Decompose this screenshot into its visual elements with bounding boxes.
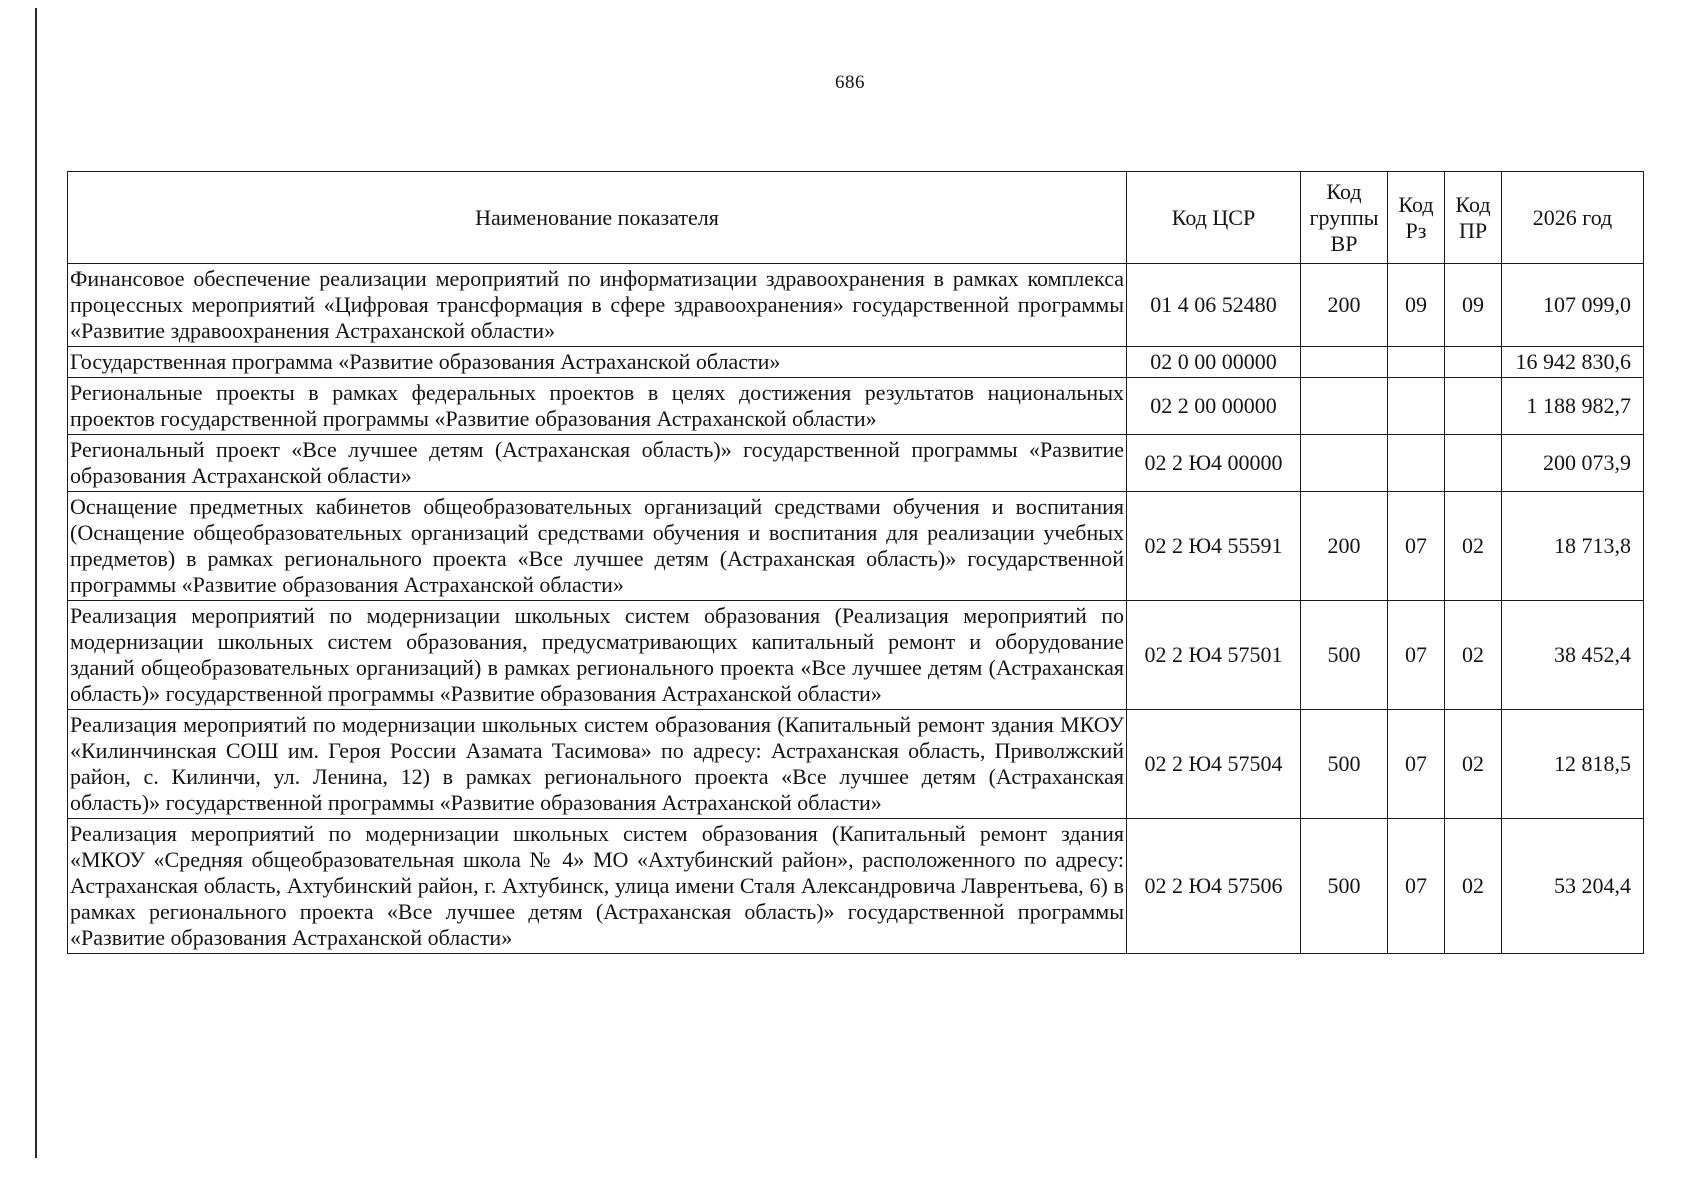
row-vr: 500 [1301,601,1388,710]
row-csr: 02 2 Ю4 55591 [1127,492,1301,601]
table-row [68,378,1644,435]
table-row [68,601,1644,710]
row-csr: 02 2 Ю4 57501 [1127,601,1301,710]
row-amount: 200 073,9 [1502,435,1644,492]
row-amount: 107 099,0 [1502,264,1644,347]
row-rz: 07 [1388,601,1445,710]
table-row [68,710,1644,819]
row-amount: 16 942 830,6 [1502,347,1644,378]
row-vr: 500 [1301,819,1388,954]
row-vr: 200 [1301,492,1388,601]
row-csr: 02 2 Ю4 57506 [1127,819,1301,954]
row-rz: 09 [1388,264,1445,347]
row-amount: 12 818,5 [1502,710,1644,819]
header-year: 2026 год [1502,172,1644,264]
row-pr [1445,435,1502,492]
row-vr [1301,435,1388,492]
page-margin-line [35,8,37,1158]
page-number: 686 [835,72,865,93]
row-amount: 38 452,4 [1502,601,1644,710]
table-row [68,435,1644,492]
header-name: Наименование показателя [68,172,1127,264]
row-pr: 02 [1445,601,1502,710]
row-name: Финансовое обеспечение реализации мероприятий по информатизации здравоохранения в рамках комплекса процессных мероприятий «Цифровая трансформация в сфере здравоохранения» государственной программы «Развитие здравоохранения Астраханской области» [68,264,1127,347]
row-csr: 01 4 06 52480 [1127,264,1301,347]
row-pr: 02 [1445,492,1502,601]
budget-table [67,171,1644,954]
table-row [68,492,1644,601]
row-pr: 02 [1445,819,1502,954]
row-rz [1388,378,1445,435]
row-rz: 07 [1388,492,1445,601]
table-row [68,264,1644,347]
row-rz: 07 [1388,710,1445,819]
row-rz [1388,435,1445,492]
row-rz [1388,347,1445,378]
row-name: Государственная программа «Развитие образования Астраханской области» [68,347,1127,378]
row-vr: 200 [1301,264,1388,347]
row-vr: 500 [1301,710,1388,819]
row-name: Региональный проект «Все лучшее детям (Астраханская область)» государственной программы «Развитие образования Астраханской области» [68,435,1127,492]
header-rz: Код Рз [1388,172,1445,264]
header-vr: Код группы ВР [1301,172,1388,264]
row-amount: 53 204,4 [1502,819,1644,954]
row-amount: 1 188 982,7 [1502,378,1644,435]
row-amount: 18 713,8 [1502,492,1644,601]
row-pr: 09 [1445,264,1502,347]
row-csr: 02 2 00 00000 [1127,378,1301,435]
row-pr [1445,347,1502,378]
row-vr [1301,347,1388,378]
row-pr: 02 [1445,710,1502,819]
row-name: Реализация мероприятий по модернизации школьных систем образования (Капитальный ремонт здания «МКОУ «Средняя общеобразовательная школа № 4» МО «Ахтубинский район», расположенного по адресу: Астраханская область, Ахтубинский район, г. Ахтубинск, улица имени Сталя Александровича Лаврентьева, 6) в рамках регионального проекта «Все лучшее детям (Астраханская область)» государственной программы «Развитие образования Астраханской области» [68,819,1127,954]
row-name: Реализация мероприятий по модернизации школьных систем образования (Капитальный ремонт здания МКОУ «Килинчинская СОШ им. Героя России Азамата Тасимова» по адресу: Астраханская область, Приволжский район, с. Килинчи, ул. Ленина, 12) в рамках регионального проекта «Все лучшее детям (Астраханская область)» государственной программы «Развитие образования Астраханской области» [68,710,1127,819]
row-rz: 07 [1388,819,1445,954]
row-csr: 02 0 00 00000 [1127,347,1301,378]
row-name: Оснащение предметных кабинетов общеобразовательных организаций средствами обучения и воспитания (Оснащение общеобразовательных организаций средствами обучения и воспитания для реализации учебных предметов) в рамках регионального проекта «Все лучшее детям (Астраханская область)» государственной программы «Развитие образования Астраханской области» [68,492,1127,601]
row-name: Реализация мероприятий по модернизации школьных систем образования (Реализация мероприятий по модернизации школьных систем образования, предусматривающих капитальный ремонт и оборудование зданий общеобразовательных организаций) в рамках регионального проекта «Все лучшее детям (Астраханская область)» государственной программы «Развитие образования Астраханской области» [68,601,1127,710]
row-csr: 02 2 Ю4 57504 [1127,710,1301,819]
table-row [68,819,1644,954]
row-name: Региональные проекты в рамках федеральных проектов в целях достижения результатов национальных проектов государственной программы «Развитие образования Астраханской области» [68,378,1127,435]
table-row [68,347,1644,378]
row-vr [1301,378,1388,435]
table-header-row [68,172,1644,264]
header-csr: Код ЦСР [1127,172,1301,264]
row-pr [1445,378,1502,435]
row-csr: 02 2 Ю4 00000 [1127,435,1301,492]
header-pr: Код ПР [1445,172,1502,264]
